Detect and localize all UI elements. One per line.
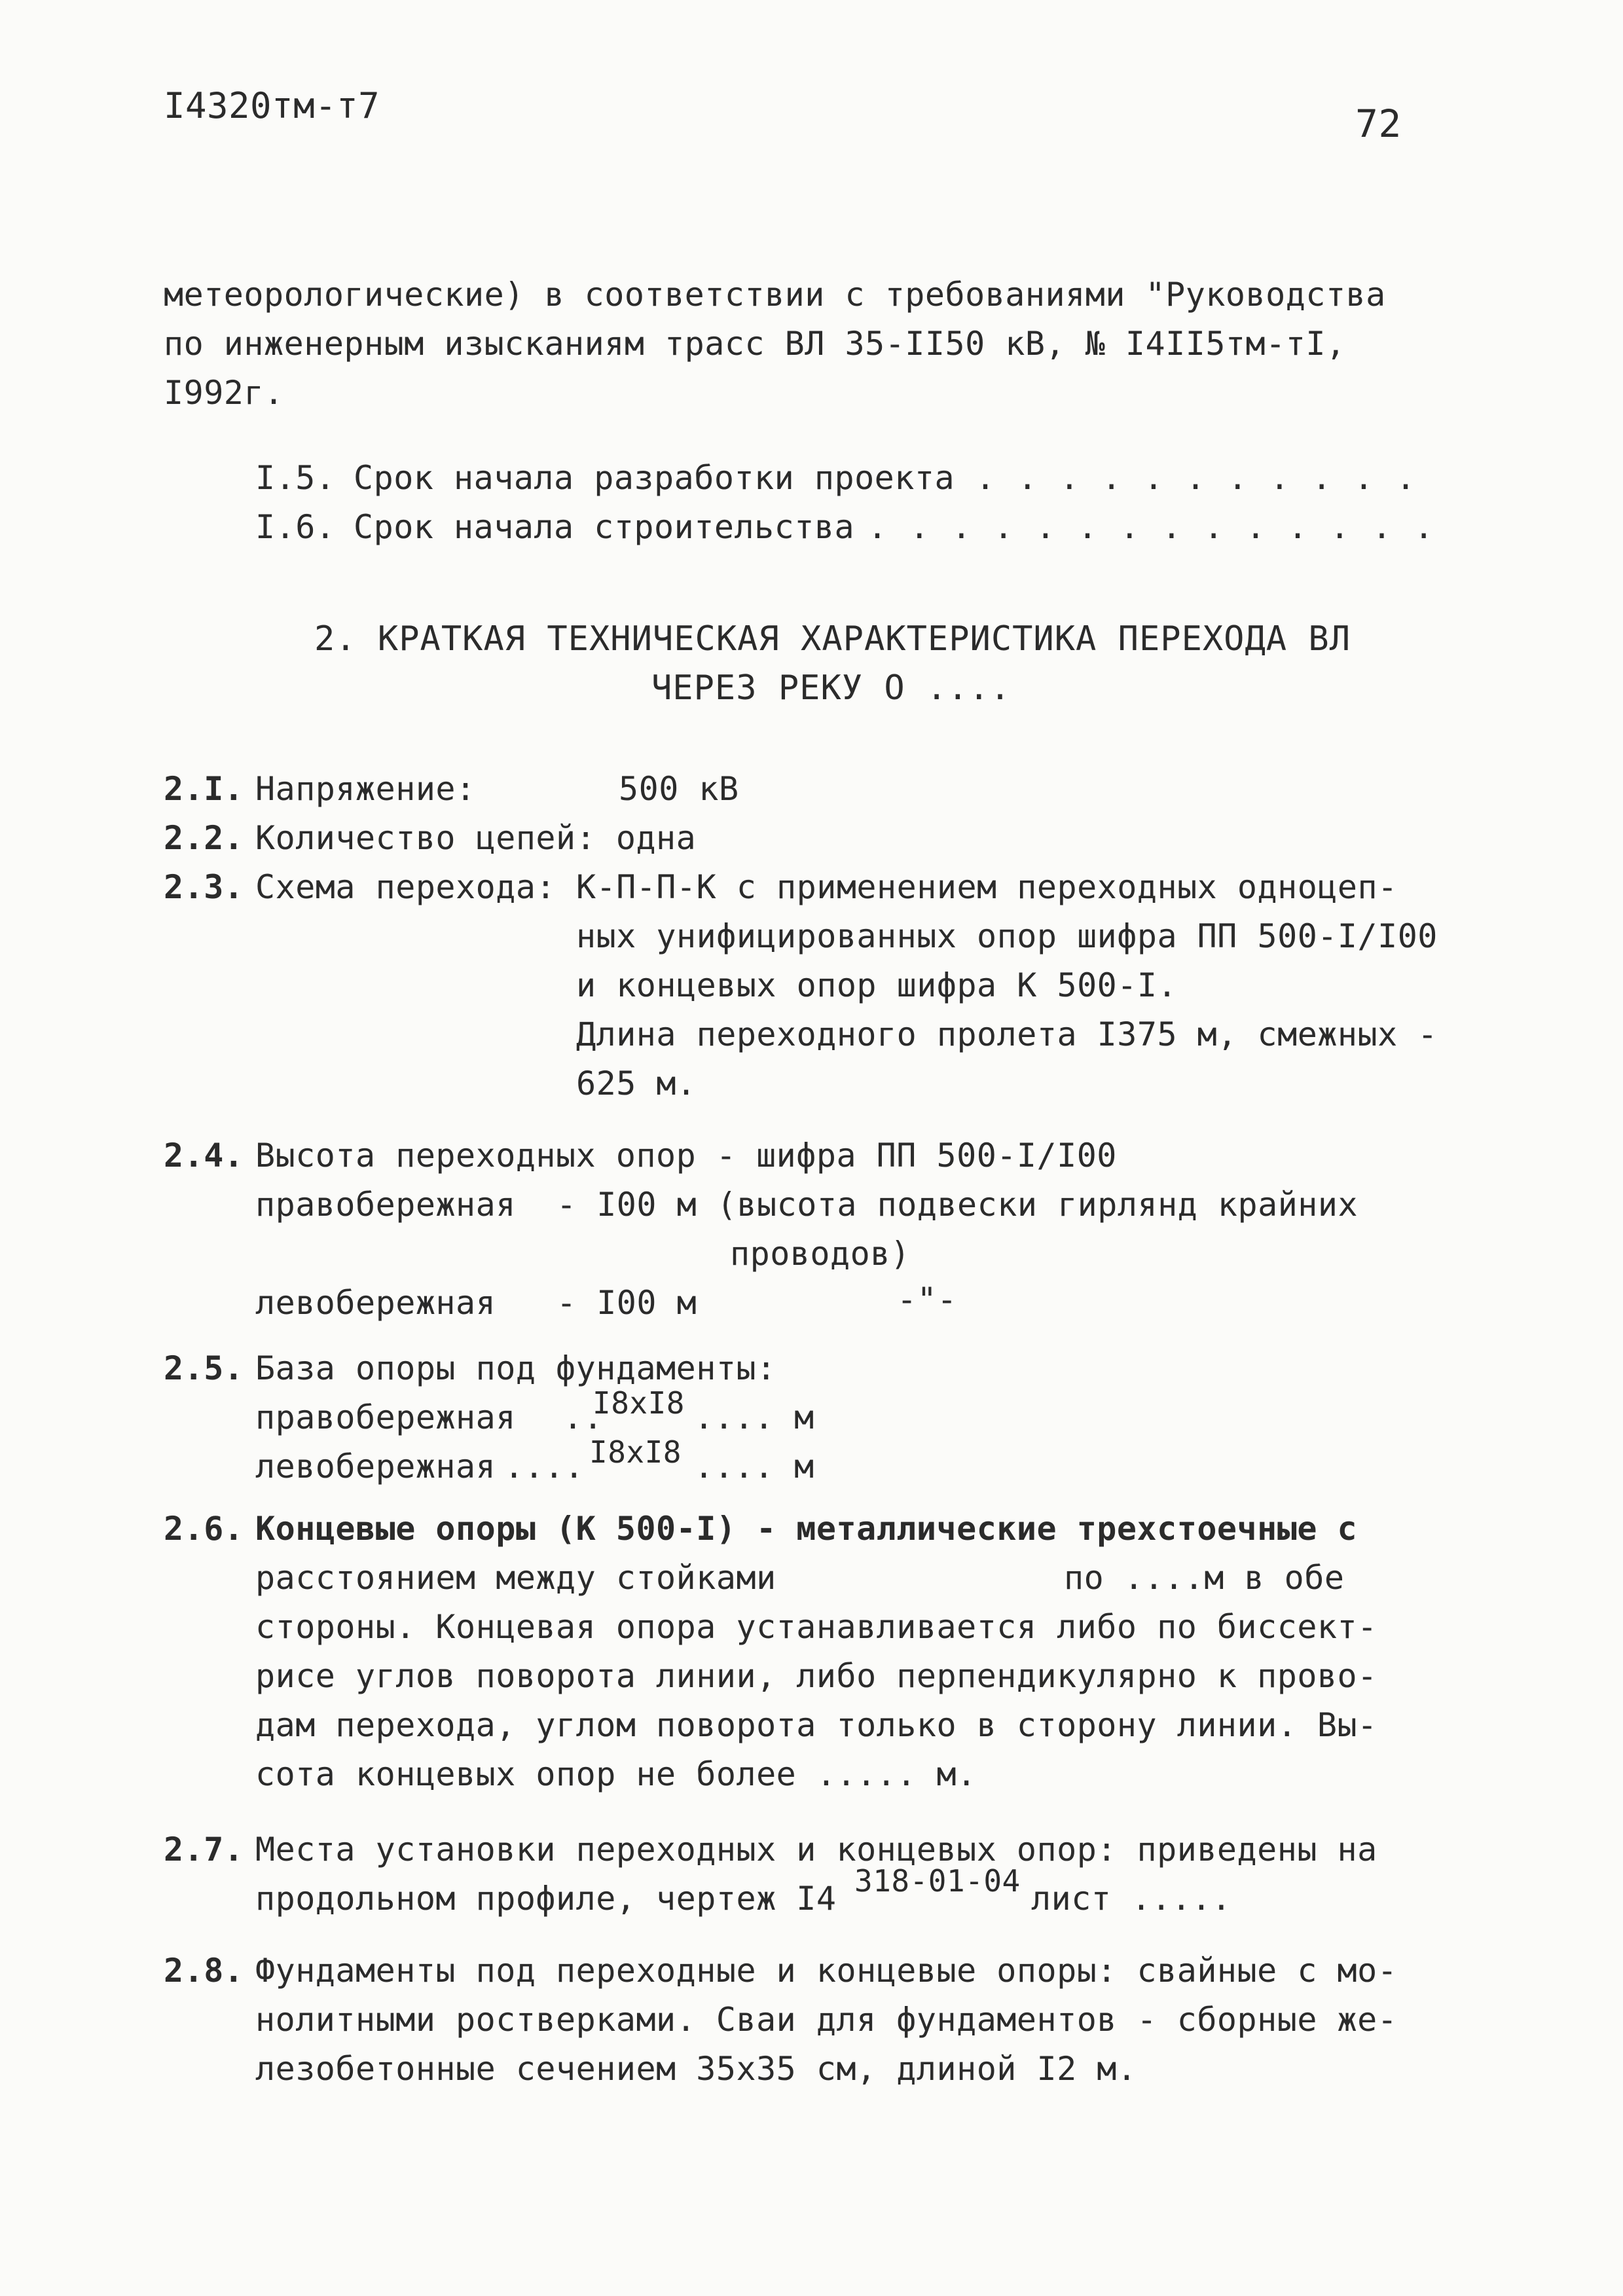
item-2-4-left-bank-value: - I00 м [556,1284,697,1322]
item-2-6-line-3: стороны. Концевая опора устанавливается либо по биссект- [255,1608,1377,1646]
item-2-6-line-4: рисе углов поворота линии, либо перпендикулярно к прово- [255,1657,1377,1695]
intro-line-3: I992г. [164,374,284,412]
item-2-3-label: Схема перехода: [255,868,556,906]
page-number: 72 [1355,101,1402,146]
item-1-5-text: Срок начала разработки проекта [354,459,955,497]
item-2-5-right-dots: .. [563,1398,604,1436]
item-2-5-text: База опоры под фундаменты: [255,1349,776,1387]
item-2-4-right-bank-label: правобережная [255,1186,516,1224]
item-2-4-line-1: Высота переходных опор - шифра ПП 500-I/I00 [255,1137,1117,1175]
item-2-3-line-2: ных унифицированных опор шифра ПП 500-I/I00 [576,917,1438,955]
document-code: I4320тм-т7 [164,85,380,126]
item-2-6-line-6: сота концевых опор не более ..... м. [255,1755,977,1793]
item-2-7-line-2b: лист ..... [1031,1880,1232,1918]
item-2-8-line-3: лезобетонные сечением 35х35 см, длиной I2 м. [255,2050,1137,2088]
item-2-6-line-1: Концевые опоры (К 500-I) - металлические трехстоечные с [255,1510,1358,1548]
item-2-6-number: 2.6. [164,1510,244,1548]
item-2-4-right-bank-value-cont: проводов) [730,1235,911,1273]
intro-line-2: по инженерным изысканиям трасс ВЛ 35-II50 кВ, № I4II5тм-тI, [164,325,1346,363]
item-2-3-line-4: Длина переходного пролета I375 м, смежных - [576,1015,1438,1053]
item-2-2-text: Количество цепей: одна [255,819,697,857]
item-2-5-right-unit: .... м [694,1398,814,1436]
item-1-6-dots: . . . . . . . . . . . . . . [867,508,1435,546]
item-2-8-line-2: нолитными ростверками. Сваи для фундаментов - сборные же- [255,2001,1398,2039]
item-2-6-line-5: дам перехода, углом поворота только в сторону линии. Вы- [255,1706,1377,1744]
item-1-5-dots: . . . . . . . . . . . [976,459,1417,497]
item-2-1-value: 500 кВ [619,770,739,808]
item-1-6-text: Срок начала строительства [354,508,855,546]
item-2-5-number: 2.5. [164,1349,244,1387]
item-1-6-number: I.6. [255,508,336,546]
item-2-1-number: 2.I. [164,770,244,808]
item-2-6-line-2a: расстоянием между стойками [255,1559,776,1597]
item-2-5-right-bank-label: правобережная [255,1398,516,1436]
item-2-3-line-5: 625 м. [576,1065,697,1102]
item-2-5-left-unit: .... м [694,1448,814,1485]
item-2-8-number: 2.8. [164,1952,244,1990]
item-2-5-left-dots: .... [504,1448,585,1485]
item-2-8-line-1: Фундаменты под переходные и концевые опоры: свайные с мо- [255,1952,1398,1990]
item-2-4-left-bank-label: левобережная [255,1284,496,1322]
item-2-7-line-1: Места установки переходных и концевых опор: приведены на [255,1831,1377,1868]
item-2-4-ditto-mark: -"- [897,1281,957,1319]
item-2-6-line-2b: по ....м в обе [1064,1559,1345,1597]
section-heading-line-2: ЧЕРЕЗ РЕКУ О .... [651,668,1012,708]
item-2-5-right-handwritten-value: I8хI8 [593,1385,685,1421]
item-2-5-left-bank-label: левобережная [255,1448,496,1485]
item-1-5-number: I.5. [255,459,336,497]
item-2-7-handwritten-drawing-number: 318-01-04 [854,1863,1021,1899]
item-2-3-number: 2.3. [164,868,244,906]
item-2-4-right-bank-value: - I00 м (высота подвески гирлянд крайних [556,1186,1359,1224]
intro-line-1: метеорологические) в соответствии с требованиями "Руководства [164,276,1386,314]
item-2-1-label: Напряжение: [255,770,476,808]
item-2-2-number: 2.2. [164,819,244,857]
item-2-3-line-3: и концевых опор шифра К 500-I. [576,966,1178,1004]
item-2-7-line-2a: продольном профиле, чертеж I4 [255,1880,837,1918]
item-2-5-left-handwritten-value: I8хI8 [589,1434,682,1470]
item-2-3-line-1: К-П-П-К с применением переходных одноцеп- [576,868,1398,906]
item-2-4-number: 2.4. [164,1137,244,1175]
section-heading-line-1: 2. КРАТКАЯ ТЕХНИЧЕСКАЯ ХАРАКТЕРИСТИКА ПЕРЕХОДА ВЛ [314,619,1351,659]
item-2-7-number: 2.7. [164,1831,244,1868]
